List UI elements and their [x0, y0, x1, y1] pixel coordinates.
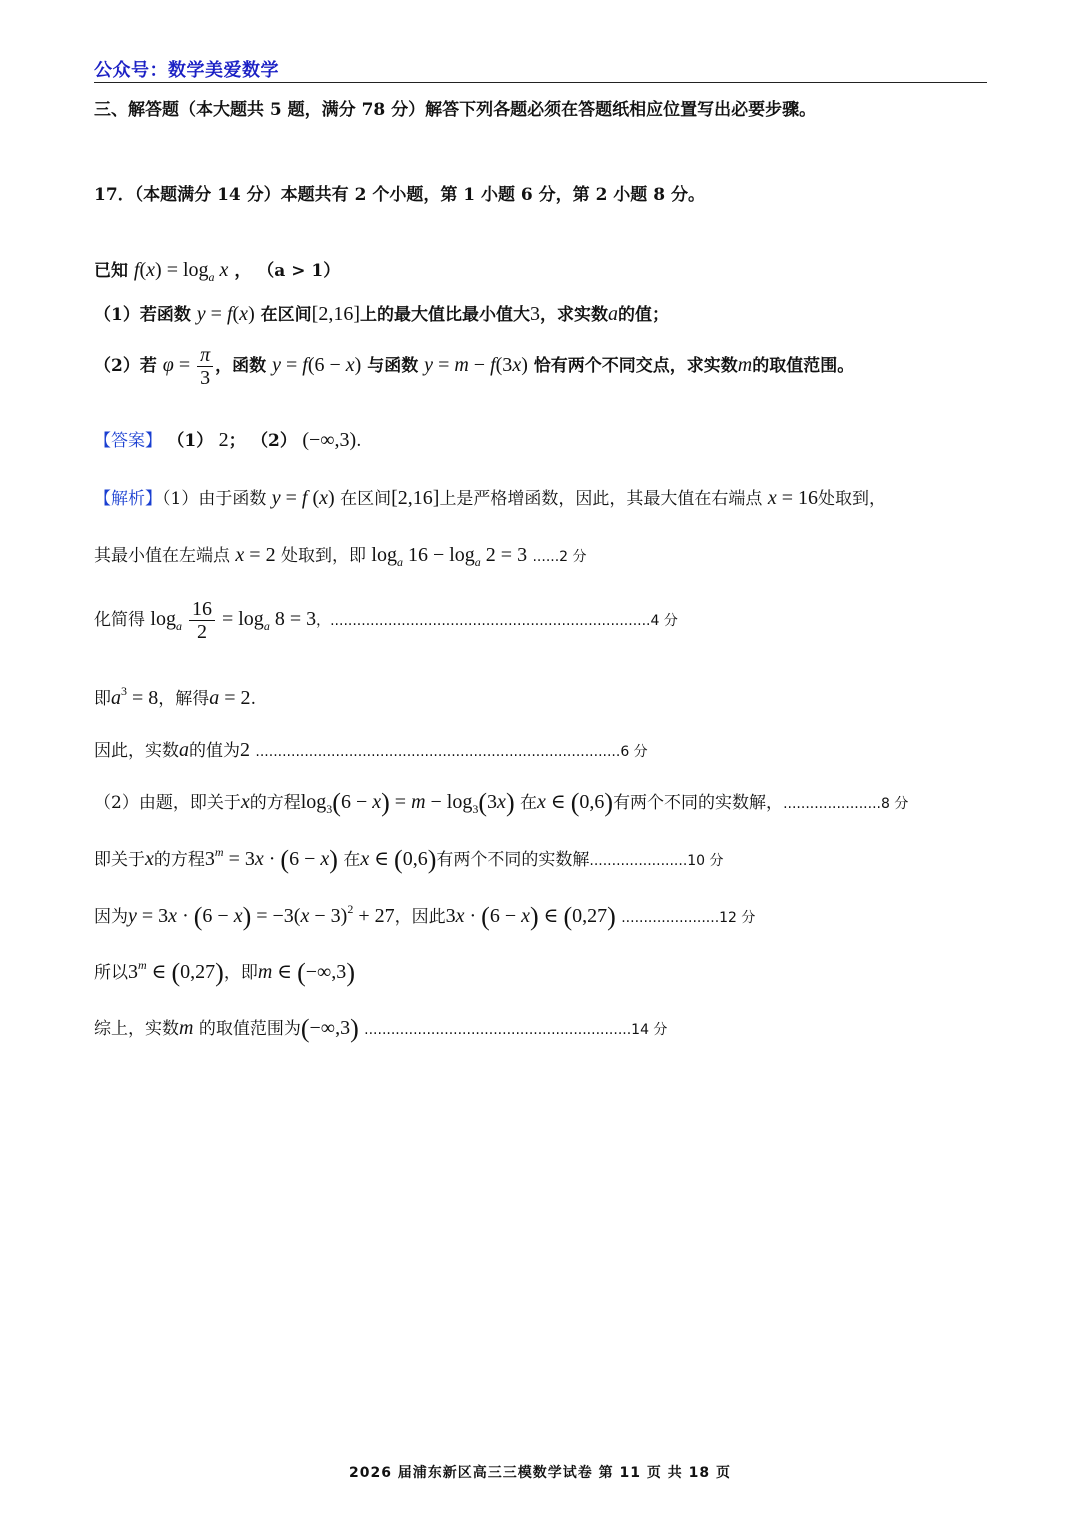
solution-text: 的方程	[153, 850, 205, 870]
solution-text: 处取到，即	[280, 546, 366, 566]
solution-formula: x	[145, 848, 154, 870]
solution-text: 其最小值在左端点	[94, 546, 230, 566]
solution-text: 的值为	[189, 741, 240, 761]
score-marker: ......................8 分	[783, 796, 909, 812]
solution-text: 综上，实数	[94, 1019, 179, 1039]
problem-part1	[94, 300, 669, 326]
solution-formula: $\log_a 16 - \log_a 2 = 3$	[371, 544, 528, 569]
part1-suffix: 的值；	[617, 305, 669, 325]
solution-text: 因为	[94, 907, 128, 927]
solution-formula: x ∈ (0,6)	[537, 788, 614, 817]
solution-line-10	[94, 1014, 667, 1044]
solution-line-5	[94, 736, 648, 762]
solution-text: 的取值范围为	[198, 1019, 301, 1039]
solution-formula: 3x · (6 − x) ∈ (0,27)	[445, 902, 616, 931]
part2-mid2: 与函数	[367, 356, 419, 377]
solution-formula: x ∈ (0,6)	[360, 845, 437, 874]
score-marker: ......2 分	[532, 549, 587, 565]
score-marker: ............................................................14 分	[364, 1022, 668, 1038]
solution-formula: x = 16	[767, 487, 819, 509]
answer-part1-label: （1）	[167, 431, 214, 451]
solution-text: 在	[520, 793, 538, 813]
score-marker: ..................................................................................6 分	[255, 744, 648, 760]
solution-line-2	[94, 541, 587, 570]
part1-mid1: 在区间	[260, 305, 312, 325]
solution-formula: a	[179, 739, 189, 761]
solution-formula: $a^3 = 8$	[111, 684, 159, 709]
score-marker: ......................12 分	[621, 910, 756, 926]
given-prefix: 已知	[94, 261, 128, 281]
solution-line-6	[94, 788, 908, 818]
page-footer: 2026 届浦东新区高三三模数学试卷 第 11 页 共 18 页	[348, 1465, 732, 1481]
solution-text: 在区间	[340, 489, 392, 509]
part1-mid2: 上的最大值比最小值大	[359, 305, 530, 325]
solution-formula: 3$^m$ ∈ (0,27)	[128, 958, 224, 987]
answer-tag: 【答案】	[94, 431, 162, 451]
solution-formula: x = 2	[235, 544, 276, 566]
solution-text: .	[250, 689, 256, 709]
problem-given	[94, 256, 340, 285]
answer-end: .	[356, 431, 362, 451]
solution-formula: $3^m = 3x \cdot (6 - x)$	[204, 845, 338, 874]
solution-tag: 【解析】	[94, 489, 162, 509]
part2-suffix: 的取值范围。	[752, 356, 855, 377]
solution-formula: 2	[240, 739, 250, 761]
answer-part1-value: 2	[218, 429, 229, 451]
answer-part2-value: (−∞,3)	[302, 429, 357, 451]
part1-diff: 3	[529, 303, 540, 325]
page-header	[94, 54, 987, 83]
solution-text: 有两个不同的实数解	[436, 850, 590, 870]
solution-line-1	[94, 484, 886, 510]
score-marker: ，........................................................................4 分	[316, 613, 678, 630]
solution-text: ，解得	[158, 689, 210, 709]
section-heading: 三、解答题（本大题共 5 题，满分 78 分）解答下列各题必须在答题纸相应位置写出必要步骤。	[94, 100, 817, 120]
solution-line-7	[94, 845, 724, 875]
solution-text: （2）由题，即关于	[94, 793, 241, 813]
part2-phi: φ = $\frac{\pi}{3}$	[163, 354, 215, 376]
solution-text: ，即	[223, 963, 258, 983]
problem-title: 17．（本题满分 14 分）本题共有 2 个小题，第 1 小题 6 分，第 2 小题 8 分。	[94, 185, 705, 205]
part1-prefix: （1）若函数	[94, 305, 191, 325]
answer-sep: ；	[228, 431, 246, 451]
solution-formula: m ∈ (−∞,3)	[257, 958, 355, 987]
part2-mid1: ，函数	[215, 356, 267, 377]
solution-line-3	[94, 598, 678, 643]
solution-text: 处取到，	[818, 489, 887, 509]
solution-text: （1）由于函数	[162, 489, 267, 509]
solution-text: 即	[94, 689, 111, 709]
header-title: 公众号：数学美爱数学	[94, 60, 279, 81]
solution-formula: x	[240, 791, 250, 813]
solution-formula: m	[179, 1017, 194, 1039]
solution-formula: $y = 3x \cdot (6 - x) = -3(x - 3)^2 + 27$	[128, 902, 395, 931]
solution-formula: [2,16]	[391, 487, 440, 509]
solution-formula: (−∞,3)	[300, 1014, 359, 1043]
given-formula: $f(x) = \log_a x$	[133, 259, 229, 284]
part2-mid3: 恰有两个不同交点，求实数	[533, 356, 738, 377]
part2-func2: y = m − f(3x)	[424, 354, 528, 377]
solution-text: 所以	[94, 963, 128, 983]
part1-func: y = f(x)	[196, 303, 255, 325]
part1-interval: [2,16]	[311, 303, 360, 325]
part2-func1: y = f(6 − x)	[272, 354, 362, 377]
solution-text: 上是严格增函数，因此，其最大值在右端点	[439, 489, 763, 509]
answer-part2-label: （2）	[251, 431, 297, 451]
score-marker: ......................10 分	[589, 853, 724, 869]
solution-text: 化简得	[94, 610, 145, 631]
solution-text: 的方程	[249, 793, 301, 813]
solution-text: ，因此	[394, 907, 446, 927]
solution-text: 有两个不同的实数解，	[613, 793, 784, 813]
answer-line	[94, 426, 362, 452]
solution-formula: y = f (x)	[271, 487, 335, 509]
problem-part2	[94, 344, 854, 389]
part2-prefix: （2）若	[94, 356, 157, 377]
part1-var: a	[607, 303, 618, 325]
solution-formula: a = 2	[209, 687, 251, 709]
solution-formula: $\log_3(6 - x) = m - \log_3(3x)$	[300, 788, 515, 817]
solution-line-9	[94, 958, 355, 988]
solution-text: 即关于	[94, 850, 145, 870]
solution-text: 在	[343, 850, 361, 870]
given-condition: ， （a > 1）	[234, 261, 341, 281]
solution-text: 因此，实数	[94, 741, 179, 761]
part2-var: m	[737, 354, 753, 377]
part1-mid3: ，求实数	[539, 305, 608, 325]
solution-line-8	[94, 902, 755, 932]
solution-formula: $\log_a$ $\frac{16}{2}$ = $\log_a 8 = 3$	[150, 598, 317, 643]
solution-line-4	[94, 684, 256, 710]
